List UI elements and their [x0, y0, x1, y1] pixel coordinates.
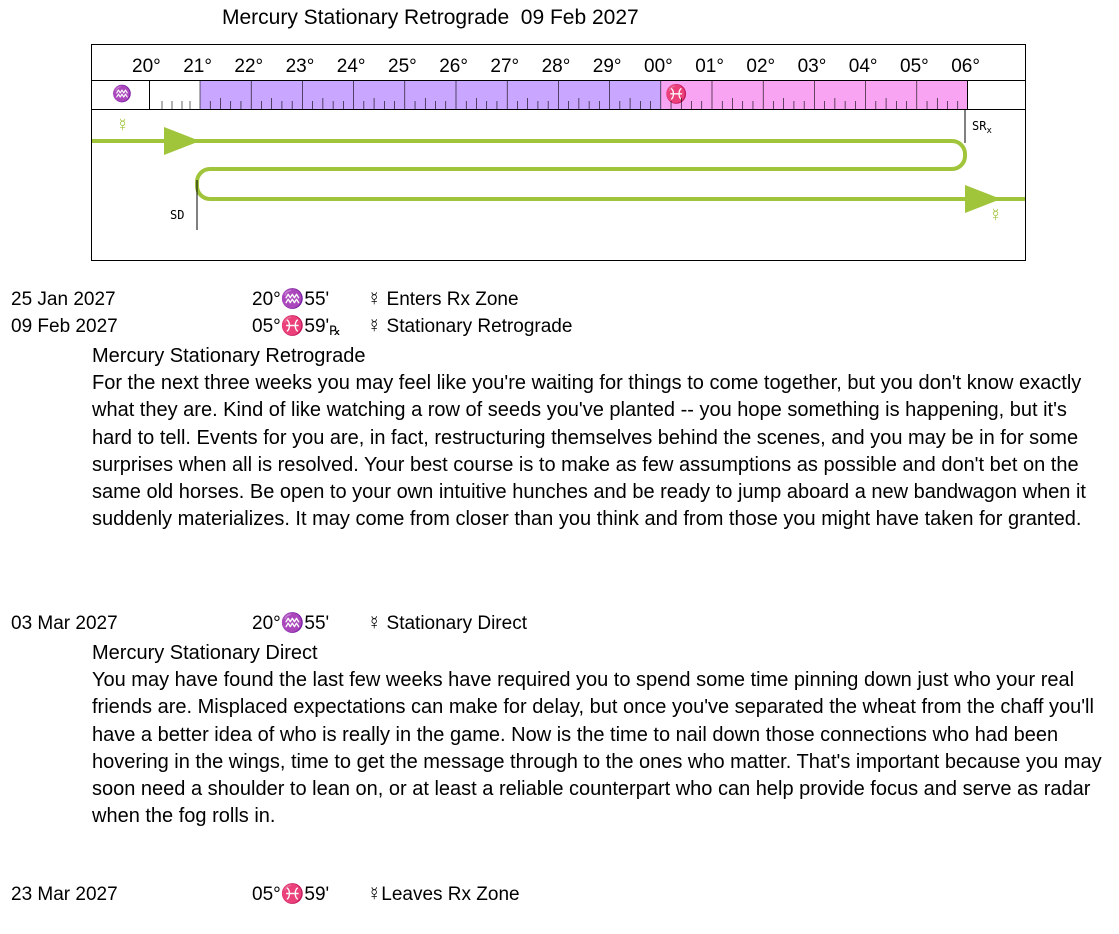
- event-label: ☿Leaves Rx Zone: [367, 884, 520, 905]
- interpretation-block: [92, 343, 1104, 533]
- event-position: 20°♒55': [252, 613, 330, 634]
- stationary-retrograde-label: $SR_x$: [972, 119, 992, 136]
- page-title: Mercury Stationary Retrograde 09 Feb 2027: [222, 6, 639, 29]
- degree-label: 00°: [644, 56, 673, 77]
- interpretation-text: For the next three weeks you may feel like you're waiting for things to come together, but you don't know exactly what they are. Kind of like watching a row of seeds you've planted -- you hope something is happening, but it's hard to tell. Events for you are, in fact, restructuring themselves behind the scenes, and you may be in for some surprises when all is resolved. Your best course is to make as few assumptions as possible and don't bet on the same old horses. Be open to your own intuitive hunches and be ready to jump aboard a new bandwagon when it suddenly materializes. It may come from closer than you think and from those you might have taken for granted.: [92, 372, 1086, 531]
- degree-label: 20°: [132, 56, 161, 77]
- degree-label: 05°: [900, 56, 929, 77]
- degree-label: 23°: [285, 56, 315, 77]
- event-position: 20°♒55': [252, 289, 330, 310]
- event-date: 23 Mar 2027: [11, 884, 118, 905]
- interpretation-block: [92, 640, 1104, 830]
- stationary-direct-label: SD: [170, 208, 185, 222]
- pisces-icon: ♓: [665, 84, 688, 104]
- degree-label: 28°: [541, 56, 571, 77]
- event-label: ☿ Stationary Direct: [367, 613, 527, 634]
- interpretation-title: Mercury Stationary Direct: [92, 642, 318, 664]
- event-position: 05°♓59'℞: [252, 316, 341, 338]
- event-date: 03 Mar 2027: [11, 613, 118, 634]
- degree-label: 03°: [797, 56, 827, 77]
- retrograde-zone-chart: [91, 44, 1026, 261]
- degree-label: 21°: [183, 56, 212, 77]
- interpretation-title: Mercury Stationary Retrograde: [92, 345, 366, 367]
- degree-label: 01°: [695, 56, 724, 77]
- degree-label: 06°: [951, 56, 980, 77]
- event-date: 09 Feb 2027: [11, 316, 118, 337]
- direction-arrow: [164, 127, 200, 155]
- interpretation-text: You may have found the last few weeks have required you to spend some time pinning down just who your real friends are. Misplaced expectations can make for delay, but once you've separated the wheat from the chaff you'll have a better idea of who is really in the game. Now is the time to nail down those connections who had been hovering in the wings, time to get the message through to the ones who matter. That's important because you may soon need a shoulder to lean on, or at least a reliable counterpart who can help provide focus and serve as radar when the fog rolls in.: [92, 669, 1102, 828]
- chart-overlay: [92, 45, 1025, 260]
- degree-label: 25°: [388, 56, 417, 77]
- event-date: 25 Jan 2027: [11, 289, 116, 310]
- mercury-path: [92, 141, 1025, 199]
- degree-label: 22°: [234, 56, 264, 77]
- mercury-icon-start: ☿: [116, 115, 130, 135]
- event-label: ☿ Stationary Retrograde: [367, 316, 573, 337]
- degree-label: 02°: [746, 56, 776, 77]
- degree-label: 26°: [439, 56, 468, 77]
- degree-label: 24°: [336, 56, 366, 77]
- event-label: ☿ Enters Rx Zone: [367, 289, 519, 310]
- degree-label: 27°: [490, 56, 520, 77]
- aquarius-icon: ♒: [112, 86, 132, 103]
- mercury-icon-end: ☿: [989, 205, 1003, 225]
- degree-label: 04°: [848, 56, 878, 77]
- event-position: 05°♓59': [252, 884, 330, 905]
- degree-label: 29°: [592, 56, 622, 77]
